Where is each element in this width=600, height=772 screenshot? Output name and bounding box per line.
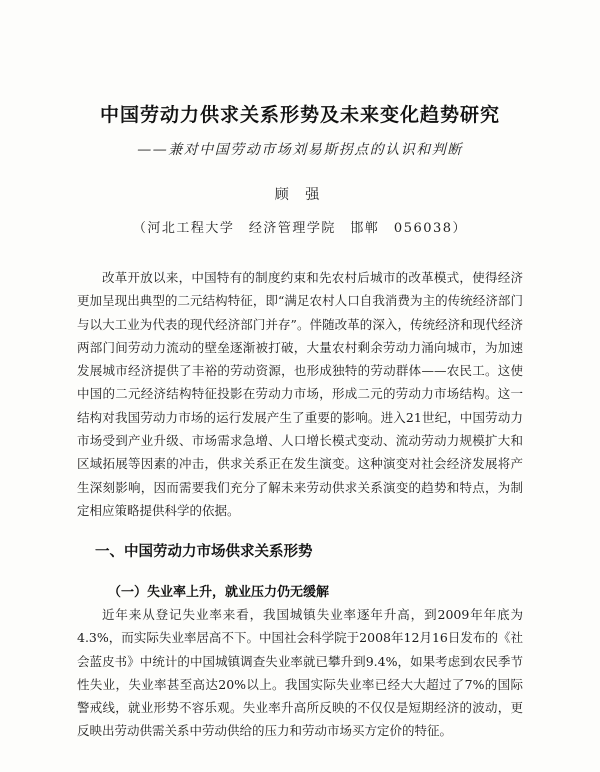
section-heading: 一、中国劳动力市场供求关系形势 [95, 544, 313, 560]
paper-title: 中国劳动力供求关系形势及未来变化趋势研究 [99, 104, 500, 126]
section-paragraph: 近年来从登记失业率来看，我国城镇失业率逐年升高，到2009年年底为4.3%，而实际失业率居高不下。中国社会科学院于2008年12月16日发布的《社会蓝皮书》中统计的中国城镇调查失业率就已攀升到9.4%，如果考虑到农民季节性失业，失业率甚至高达20%以上。我国实际失业率已经大大超过了7%的国际警戒线，就业形势不容乐观。失业率升高所反映的不仅仅是短期经济的波动，更反映出劳动供需关系中劳动供给的压力和劳动市场买方定价的特征。 [77, 607, 523, 739]
author-name: 顾 强 [274, 187, 326, 203]
intro-paragraph: 改革开放以来，中国特有的制度约束和先农村后城市的改革模式，使得经济更加呈现出典型的二元结构特征，即“满足农村人口自我消费为主的传统经济部门与以大工业为代表的现代经济部门并存”。伴随改革的深入，传统经济和现代经济两部门间劳动力流动的壁垒逐渐被打破，大量农村剩余劳动力涌向城市，为加速发展城市经济提供了丰裕的劳动资源，也形成独特的劳动群体——农民工。这使中国的二元经济结构特征投影在劳动力市场，形成二元的劳动力市场结构。这一结构对我国劳动力市场的运行发展产生了重要的影响。进入21世纪，中国劳动力市场受到产业升级、市场需求急增、人口增长模式变动、流动劳动力规模扩大和区域拓展等因素的冲击，供求关系正在发生演变。这种演变对社会经济发展将产生深刻影响，因而需要我们充分了解未来劳动供求关系演变的趋势和特点，为制定相应策略提供科学的依据。 [77, 270, 523, 518]
subsection-heading: （一）失业率上升，就业压力仍无缓解 [108, 585, 330, 600]
author-affiliation: （河北工程大学 经济管理学院 邯郸 056038） [132, 221, 468, 236]
paper-subtitle: ——兼对中国劳动市场刘易斯拐点的认识和判断 [137, 142, 463, 158]
